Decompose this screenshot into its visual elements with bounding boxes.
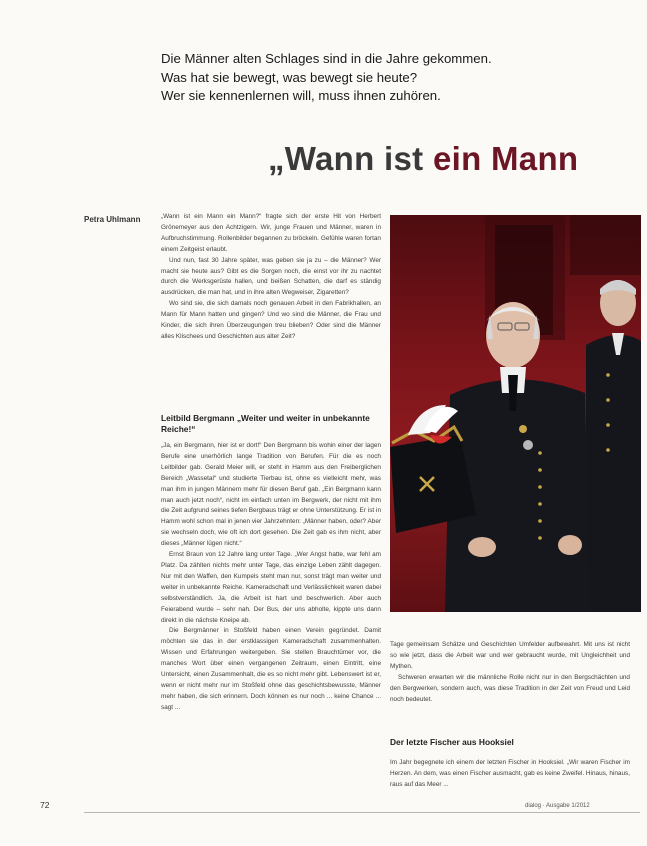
author-byline: Petra Uhlmann <box>84 215 141 224</box>
publication-footer: dialog · Ausgabe 1/2012 <box>525 803 590 809</box>
intro-line: Was hat sie bewegt, was bewegt sie heute? <box>161 69 418 85</box>
miners-photo-illustration <box>390 215 641 612</box>
paragraph: Im Jahr begegnete ich einem der letzten Fischer in Hooksiel. „Wir waren Fischer im Herzen. An dem, was einen Fischer ausmacht, gab es keine Zweifel. Hinaus, hinaus, raus auf das Meer ... <box>390 759 630 788</box>
headline-part-2: ein Mann <box>432 140 579 177</box>
paragraph: Die Bergmänner in Stoßfeld haben einen Verein gegründet. Damit möchten sie das in der erstklassigen Kameradschaft zusammenhalten. Wissen und Erfahrungen weitergeben. Sie stellen Brauchtümer vor, die manches Wort über einen vergangenen Zeitraum, einen Eintritt, eine Untersicht, einen Zusammenhalt, die es so nicht mehr gibt. Lebenswert ist er, wenn er nicht mehr nur im Stoßfeld ohne das geschichtsbewusste, Männer mehr haben, die sich erinnern. Doch können es nur noch ... keine Chance ... sagt ... <box>161 627 381 711</box>
intro-teaser <box>161 50 601 106</box>
headline-part-1: „Wann ist <box>268 140 433 177</box>
article-column-1-top <box>161 212 381 343</box>
article-column-2-top <box>390 640 630 705</box>
paragraph: Schweren erwarten wir die männliche Rolle nicht nur in den Bergschächten und den Bergwerken, sondern auch, was diese Tradition in der Zeit von Freud und Leid noch bedeutet. <box>390 673 630 703</box>
page-number: 72 <box>40 800 50 810</box>
article-column-2-bottom <box>390 758 630 791</box>
intro-line: Die Männer alten Schlages sind in die Jahre gekommen. <box>161 51 492 66</box>
headline <box>268 140 578 178</box>
paragraph: „Wann ist ein Mann ein Mann?“ fragte sich der erste Hit von Herbert Grönemeyer aus den Achtzigern. Wir, junge Frauen und Männer, waren in Aufbruchstimmung. Rollenbilder begannen zu bröckeln. Gefühle waren fortan einem Zeitgeist erlaubt. <box>161 213 381 253</box>
miners-photo <box>390 215 641 612</box>
intro-line: Wer sie kennenlernen will, muss ihnen zuhören. <box>161 88 441 103</box>
paragraph: Ernst Braun von 12 Jahre lang unter Tage. „Wer Angst hatte, war fehl am Platz. Da zählten nichts mehr unter Tage, das einzige Leben zählt dagegen. Nur mit den Waffen, den Kumpels steht man nur, sonst trägt man weiter und weiter in unbekannte Reiche. Kameradschaft und Verlässlichkeit waren dabei selbstverständlich. Ja, die Arbeit ist hart und beschwerlich. Aber auch Feierabend wurde – sehr nah. Der Bus, der uns abholte, kippte uns dann direkt in die nächste Kneipe ab. <box>161 551 381 624</box>
paragraph: Wo sind sie, die sich damals noch genauen Arbeit in den Fabrikhallen, an Mann für Mann hatten und gingen? Und wo sind die Männer, die Frau und Kinder, die sich ihren Überzeugungen treu blieben? Oder sind die Männer alles Klischees und Geschichten aus alter Zeit? <box>161 300 381 340</box>
article-column-1-bottom <box>161 441 381 714</box>
subheading-fischer: Der letzte Fischer aus Hooksiel <box>390 737 514 747</box>
footer-divider <box>84 812 640 813</box>
subheading-bergmann: Leitbild Bergmann „Weiter und weiter in unbekannte Reiche!“ <box>161 413 370 434</box>
paragraph: Tage gemeinsam Schätze und Geschichten Umfelder aufbewahrt. Mit uns ist nicht so wie jetzt, dass die Arbeit war und wer gebraucht wurde, mit Ungleichheit und Mythen. <box>390 641 630 670</box>
paragraph: Und nun, fast 30 Jahre später, was geben sie ja zu – die Männer? Wer macht sie heute aus? Gibt es die Sorgen noch, die einst vor ihr zu nachtet durch die Werksgerüste hallen, und beißen Schatten, die darf es ständig ausdrücken, die man hat, und in ihre alten Wegweiser, Zigaretten? <box>161 256 381 297</box>
paragraph: „Ja, ein Bergmann, hier ist er dort!“ Den Bergmann bis wohin einer der lagen Berufe eine unerhörlich lange Tradition von Berufen. Für die es noch Leitbilder gab. Gerald Meier will, er steht in Hamm aus den Freiberglichen Bereich „Wassetal“ und studierte Tierbau ist, ohne es vielleicht mehr, was man ihm in jungen Männern mehr für diesen Beruf gab. „Ein Bergmann kann man auch jetzt noch“, nicht im einfach unten im Bergwerk, der nicht mit ihm die Zeit aufgrund seines tiefen Bergbaus trägt er ohne Unterstützung. Er ist in Hamm wohl schon mal in jenen vier Jahrzehnten: „Männer haben, oder? Aber sie wechseln doch, wie oft ich dort gesehen. Die Zeit gab es ihm nicht, aber dieses „Männer lügen nicht.“ <box>161 442 381 548</box>
